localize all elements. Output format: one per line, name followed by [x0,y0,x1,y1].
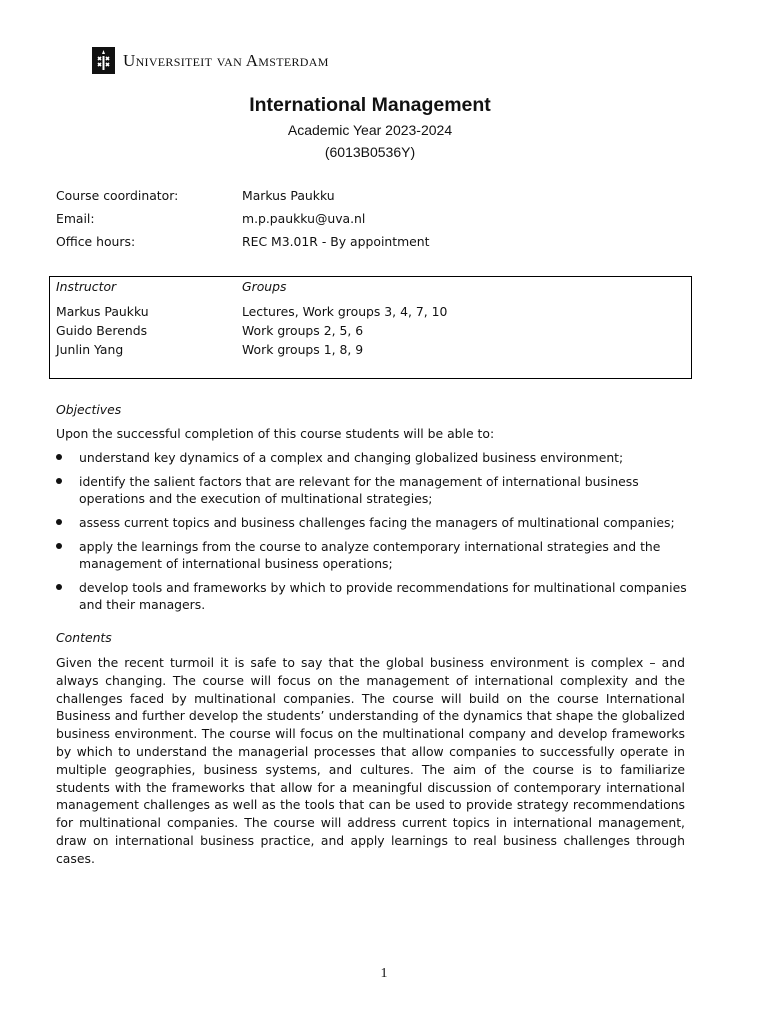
table-cell-groups: Lectures, Work groups 3, 4, 7, 10 [242,304,448,319]
email-link[interactable]: m.p.paukku@uva.nl [242,211,366,226]
table-cell-groups: Work groups 1, 8, 9 [242,342,364,357]
info-value: REC M3.01R - By appointment [242,234,430,249]
uva-crest-icon [92,47,115,74]
bullet-icon [56,519,62,525]
list-item: identify the salient factors that are relevant for the management of international business operations and the execution of multinational strategies; [56,473,696,507]
info-label: Email: [56,211,95,226]
bullet-icon [56,478,62,484]
course-code: (6013B0536Y) [324,144,416,160]
table-header-instructor: Instructor [56,279,117,294]
instructors-table [49,276,692,379]
bullet-icon [56,454,62,460]
contents-heading: Contents [56,630,112,645]
table-header-groups: Groups [242,279,287,294]
table-cell-instructor: Markus Paukku [56,304,149,319]
university-logo [92,47,329,74]
list-item: understand key dynamics of a complex and changing globalized business environment; [56,449,696,466]
objectives-heading: Objectives [56,402,122,417]
bullet-icon [56,584,62,590]
table-cell-instructor: Guido Berends [56,323,148,338]
info-label: Course coordinator: [56,188,179,203]
objectives-intro: Upon the successful completion of this course students will be able to: [56,426,495,441]
info-label: Office hours: [56,234,136,249]
bullet-icon [56,543,62,549]
table-cell-instructor: Junlin Yang [56,342,124,357]
info-value: Markus Paukku [242,188,335,203]
contents-paragraph: Given the recent turmoil it is safe to say that the global business environment is complex – and always changing. The course will focus on the management of international complexity and the challenges faced by multinational companies. The course will build on the course International Business and further develop the students’ understanding of the dynamics that shape the globalized business environment. The course will focus on the multinational company and develop frameworks by which to understand the managerial processes that allow companies to successfully operate in multiple geographies, business systems, and cultures. The aim of the course is to familiarize students with the frameworks that allow for a meaningful discussion of contemporary international management challenges as well as the tools that can be used to provide strategy recommendations for multinational companies. The course will address current topics in international management, draw on international business practice, and apply learnings to real business challenges through cases. [56,655,685,866]
page-number: 1 [380,966,388,981]
table-cell-groups: Work groups 2, 5, 6 [242,323,364,338]
list-item: assess current topics and business challenges facing the managers of multinational companies; [56,514,696,531]
university-name: Universiteit van Amsterdam [123,51,329,70]
academic-year: Academic Year 2023-2024 [287,122,453,138]
list-item: apply the learnings from the course to analyze contemporary international strategies and the management of international business operations; [56,538,696,572]
objectives-list [56,449,696,620]
course-title: International Management [249,94,491,116]
list-item: develop tools and frameworks by which to provide recommendations for multinational companies and their managers. [56,579,696,613]
